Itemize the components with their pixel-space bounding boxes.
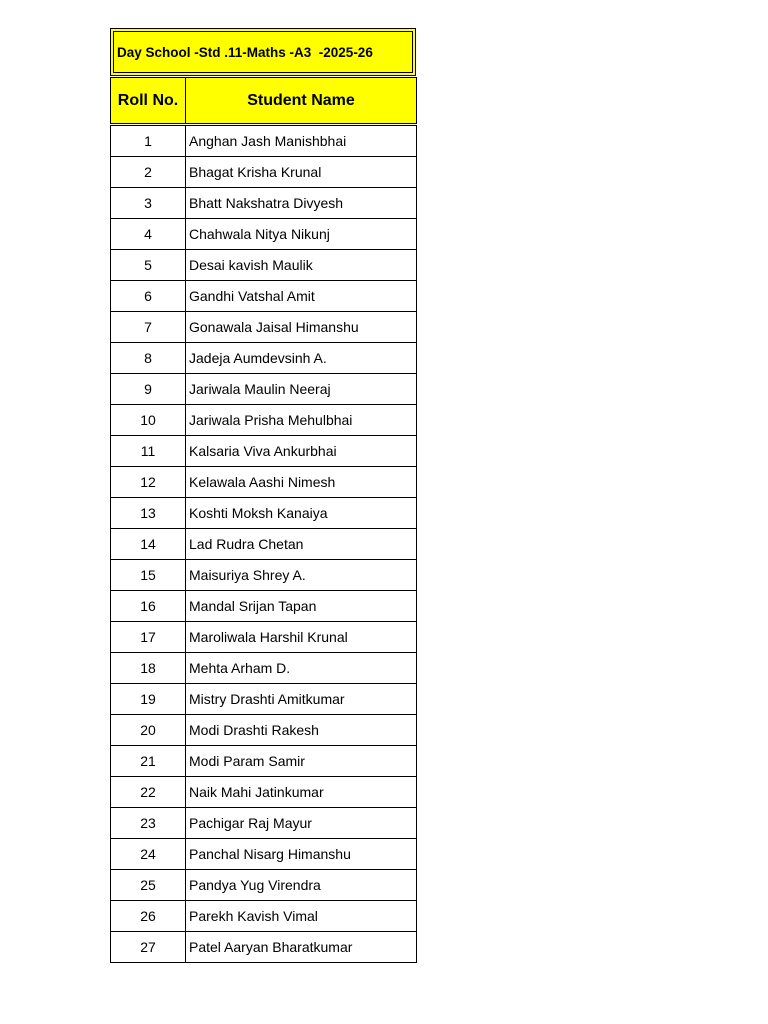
- student-name-cell: Modi Param Samir: [186, 746, 417, 777]
- table-row: [111, 591, 417, 622]
- roll-number-cell: 14: [111, 529, 186, 560]
- table-row: [111, 343, 417, 374]
- student-rows: [111, 126, 417, 963]
- roll-number-cell: 1: [111, 126, 186, 157]
- table-row: [111, 715, 417, 746]
- student-name-cell: Pachigar Raj Mayur: [186, 808, 417, 839]
- table-row: [111, 622, 417, 653]
- roll-number-cell: 10: [111, 405, 186, 436]
- student-name-cell: Desai kavish Maulik: [186, 250, 417, 281]
- table-row: [111, 157, 417, 188]
- table-row: [111, 281, 417, 312]
- roll-number-cell: 13: [111, 498, 186, 529]
- table-row: [111, 374, 417, 405]
- roll-number-cell: 16: [111, 591, 186, 622]
- roll-number-cell: 25: [111, 870, 186, 901]
- table-row: [111, 746, 417, 777]
- table-row: [111, 901, 417, 932]
- table-row: [111, 436, 417, 467]
- roll-number-cell: 18: [111, 653, 186, 684]
- student-name-cell: Modi Drashti Rakesh: [186, 715, 417, 746]
- table-row: [111, 405, 417, 436]
- student-name-cell: Mandal Srijan Tapan: [186, 591, 417, 622]
- student-name-cell: Kelawala Aashi Nimesh: [186, 467, 417, 498]
- header-student-name: Student Name: [186, 78, 417, 124]
- table-row: [111, 219, 417, 250]
- student-name-cell: Pandya Yug Virendra: [186, 870, 417, 901]
- student-name-cell: Jariwala Prisha Mehulbhai: [186, 405, 417, 436]
- roll-number-cell: 3: [111, 188, 186, 219]
- table-row: [111, 777, 417, 808]
- table-row: [111, 250, 417, 281]
- student-name-cell: Bhagat Krisha Krunal: [186, 157, 417, 188]
- student-name-cell: Anghan Jash Manishbhai: [186, 126, 417, 157]
- student-name-cell: Jariwala Maulin Neeraj: [186, 374, 417, 405]
- roll-number-cell: 12: [111, 467, 186, 498]
- student-name-cell: Gonawala Jaisal Himanshu: [186, 312, 417, 343]
- roll-number-cell: 26: [111, 901, 186, 932]
- student-name-cell: Parekh Kavish Vimal: [186, 901, 417, 932]
- table-row: [111, 560, 417, 591]
- student-name-cell: Patel Aaryan Bharatkumar: [186, 932, 417, 963]
- roll-number-cell: 9: [111, 374, 186, 405]
- header-roll-no: Roll No.: [111, 78, 186, 124]
- roll-number-cell: 8: [111, 343, 186, 374]
- student-name-cell: Bhatt Nakshatra Divyesh: [186, 188, 417, 219]
- student-table: [110, 77, 417, 963]
- roll-number-cell: 2: [111, 157, 186, 188]
- table-row: [111, 312, 417, 343]
- student-name-cell: Gandhi Vatshal Amit: [186, 281, 417, 312]
- roll-number-cell: 7: [111, 312, 186, 343]
- roll-number-cell: 17: [111, 622, 186, 653]
- table-row: [111, 529, 417, 560]
- sheet-title: Day School -Std .11-Maths -A3 -2025-26: [113, 31, 413, 73]
- roll-number-cell: 4: [111, 219, 186, 250]
- roll-number-cell: 20: [111, 715, 186, 746]
- student-name-cell: Maisuriya Shrey A.: [186, 560, 417, 591]
- roll-number-cell: 5: [111, 250, 186, 281]
- roll-number-cell: 27: [111, 932, 186, 963]
- student-name-cell: Maroliwala Harshil Krunal: [186, 622, 417, 653]
- table-row: [111, 932, 417, 963]
- table-row: [111, 188, 417, 219]
- roll-number-cell: 21: [111, 746, 186, 777]
- roll-number-cell: 15: [111, 560, 186, 591]
- table-row: [111, 467, 417, 498]
- table-row: [111, 870, 417, 901]
- student-name-cell: Kalsaria Viva Ankurbhai: [186, 436, 417, 467]
- table-row: [111, 653, 417, 684]
- student-name-cell: Naik Mahi Jatinkumar: [186, 777, 417, 808]
- student-name-cell: Koshti Moksh Kanaiya: [186, 498, 417, 529]
- table-row: [111, 839, 417, 870]
- student-name-cell: Chahwala Nitya Nikunj: [186, 219, 417, 250]
- student-name-cell: Jadeja Aumdevsinh A.: [186, 343, 417, 374]
- roll-number-cell: 6: [111, 281, 186, 312]
- table-row: [111, 808, 417, 839]
- roll-number-cell: 19: [111, 684, 186, 715]
- student-name-cell: Lad Rudra Chetan: [186, 529, 417, 560]
- roll-number-cell: 23: [111, 808, 186, 839]
- table-row: [111, 498, 417, 529]
- table-row: [111, 126, 417, 157]
- title-cell: [110, 28, 416, 76]
- student-list-sheet: [110, 28, 418, 963]
- roll-number-cell: 24: [111, 839, 186, 870]
- roll-number-cell: 22: [111, 777, 186, 808]
- table-row: [111, 684, 417, 715]
- student-name-cell: Panchal Nisarg Himanshu: [186, 839, 417, 870]
- student-name-cell: Mistry Drashti Amitkumar: [186, 684, 417, 715]
- roll-number-cell: 11: [111, 436, 186, 467]
- student-name-cell: Mehta Arham D.: [186, 653, 417, 684]
